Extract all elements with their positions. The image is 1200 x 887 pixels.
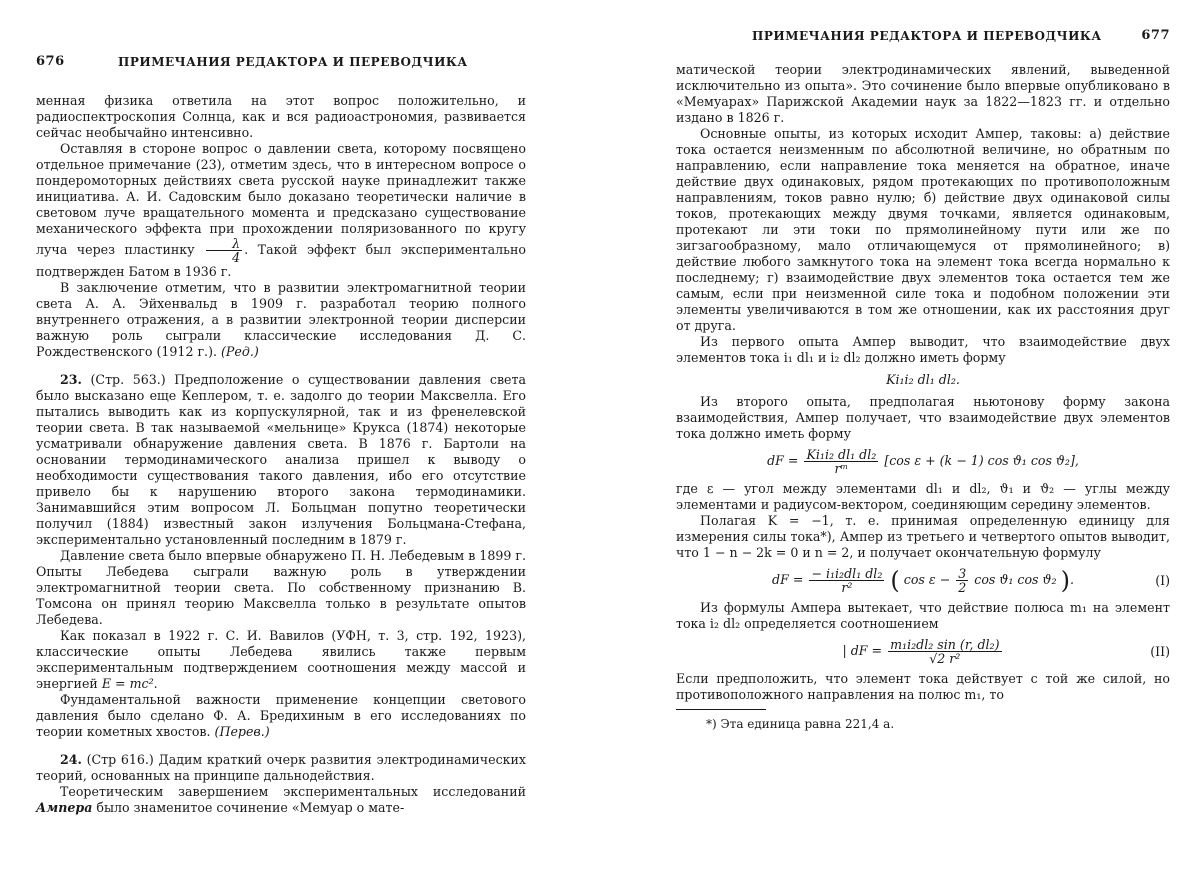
fraction xyxy=(804,448,878,475)
paragraph xyxy=(36,784,526,816)
paragraph-text: Как показал в 1922 г. С. И. Вавилов (УФН, т. 3, стр. 192, 1923), классические опыты Лебедева явились также первым экспериментальным подтверждением соотношения между массой и энергией xyxy=(36,628,526,691)
right-page-body xyxy=(676,62,1170,732)
formula-a: Ki₁i₂ dl₁ dl₂. xyxy=(886,372,960,387)
paragraph: Из второго опыта, предполагая ньютонову форму закона взаимодействия, Ампер получает, что взаимодействие двух элементов тока должно иметь форму xyxy=(676,394,1170,441)
running-head-title: ПРИМЕЧАНИЯ РЕДАКТОРА И ПЕРЕВОДЧИКА xyxy=(118,55,468,69)
fraction-denominator: √2 r² xyxy=(929,651,961,666)
paragraph xyxy=(36,141,526,280)
note-number: 24. xyxy=(60,752,82,767)
paragraph: Если предположить, что элемент тока действует с той же силой, но противоположного направления на полюс m₁, то xyxy=(676,671,1170,702)
formula-1: dF = $\frac{\text{− i₁i₂dl₁ dl₂}}{\text{r²}}$ ( cos ε − $\frac{3}{2}$ cos ϑ₁ cos ϑ₂ ). (I) xyxy=(772,566,1170,595)
running-head-title: ПРИМЕЧАНИЯ РЕДАКТОРА И ПЕРЕВОДЧИКА xyxy=(752,29,1102,43)
fraction xyxy=(809,567,884,594)
fraction xyxy=(956,567,968,594)
formula-lhs: | dF = xyxy=(842,643,883,658)
fraction-denominator: rᵐ xyxy=(834,461,849,476)
page-number: 676 xyxy=(36,54,65,69)
paragraph: Полагая K = −1, т. е. принимая определенную единицу для измерения силы тока*), Ампер из третьего и четвертого опытов выводит, что 1 − n − 2k = 0 и n = 2, и получает окончательную формулу xyxy=(676,513,1170,560)
paragraph-text: Оставляя в стороне вопрос о давлении света, которому посвящено отдельное примечание (23), отметим здесь, что в интересном вопросе о пондеромоторных действиях света русской науке принадлежит также инициатива. А. И. Садовским было доказано теоретически наличие в световом луче вращательного момента и предсказано существование механического эффекта при прохождении поляризованного по кругу луча через пластинку xyxy=(36,141,526,257)
inline-formula: E = mc² xyxy=(101,676,154,691)
fraction-denominator: 4 xyxy=(232,250,241,265)
fraction-numerator: − i₁i₂dl₁ dl₂ xyxy=(811,566,883,581)
fraction xyxy=(888,638,1001,665)
paragraph-text: Теоретическим завершением экспериментальных исследований xyxy=(60,784,526,799)
note-24 xyxy=(36,752,526,784)
paragraph: Из первого опыта Ампер выводит, что взаимодействие двух элементов тока i₁ dl₁ и i₂ dl₂ должно иметь форму xyxy=(676,334,1170,365)
fraction-denominator: 2 xyxy=(958,580,967,595)
formula-lhs: dF = xyxy=(772,572,804,587)
paragraph-text: было знаменитое сочинение «Мемуар о мате- xyxy=(96,800,405,815)
paragraph xyxy=(36,280,526,360)
paragraph: матической теории электродинамических явлений, выведенной исключительно из опыта». Это сочинение было впервые опубликовано в «Мемуарах» Парижской Академии наук за 1822—1823 гг. и отдельно издано в 1826 г. xyxy=(676,62,1170,125)
fraction-denominator: r² xyxy=(841,580,853,595)
formula-rest: [cos ε + (k − 1) cos ϑ₁ cos ϑ₂], xyxy=(884,453,1079,468)
equation-tag: (II) xyxy=(1150,643,1170,659)
formula-end: cos ϑ₁ cos ϑ₂ xyxy=(974,572,1057,587)
formula-2 xyxy=(676,638,1170,665)
paragraph xyxy=(36,692,526,740)
note-signature: (Ред.) xyxy=(221,344,259,359)
equation-tag: (I) xyxy=(1155,572,1170,588)
paragraph: Как показал в 1922 г. С. И. Вавилов (УФН, т. 3, стр. 192, 1923), классические опыты Лебедева явились также первым экспериментальным подтверждением соотношения между массой и энергией E = mc². xyxy=(36,628,526,691)
footnote-divider xyxy=(676,709,766,710)
note-23 xyxy=(36,372,526,548)
fraction xyxy=(206,237,242,264)
left-page-body xyxy=(36,93,526,816)
paragraph-text: Фундаментальной важности применение концепции светового давления было сделано Ф. А. Бредихиным в его исследованиях по теории кометных хвостов. xyxy=(36,692,526,739)
paragraph-text: (Стр. 563.) Предположение о существовании давления света было высказано еще Кеплером, т. е. задолго до теории Максвелла. Его пытались выводить как из корпускулярной, так и из френелевской теории света. В так называемой «мельнице» Крукса (1874) некоторые усматривали обнаружение давления света. В 1876 г. Бартоли на основании термодинамического анализа пришел к выводу о необходимости существования такого давления, ибо его отсутствие привело бы к нарушению второго закона термодинамики. Занимавшийся этим вопросом Л. Больцман попутно теоретически получил (1884) известный закон излучения Больцмана-Стефана, экспериментально установленный последним в 1879 г. xyxy=(36,372,526,547)
emphasized-name: Ампера xyxy=(36,800,93,815)
paragraph-text: . Такой эффект был экспериментально подтвержден Батом в 1936 г. xyxy=(36,242,526,279)
note-number: 23. xyxy=(60,372,82,387)
paragraph: Основные опыты, из которых исходит Ампер, таковы: а) действие тока остается неизменным по абсолютной величине, но обратным по направлению, если направление тока меняется на обратное, иначе действие двух одинаковых, рядом протекающих по противоположным направлениям, токов равно нулю; б) действие двух одинаковой силы токов, протекающих между двумя точками, является одинаковым, протекают ли эти токи по прямолинейному пути или же по зигзагообразному, мало отличающемуся от прямолинейного; в) действие любого замкнутого тока на элемент тока всегда нормально к последнему; г) взаимодействие двух элементов тока остается тем же самым, если при неизменной силе тока и подобном положении эти элементы увеличиваются в том же отношении, как их расстояния друг от друга. xyxy=(676,126,1170,333)
formula-b xyxy=(676,448,1170,475)
right-paren: ) xyxy=(1060,566,1070,595)
paragraph: менная физика ответила на этот вопрос положительно, и радиоспектроскопия Солнца, как и вся радиоастрономия, развивается сейчас необычайно интенсивно. xyxy=(36,93,526,140)
page-number: 677 xyxy=(1141,28,1170,43)
formula-mid: cos ε − xyxy=(903,572,951,587)
fraction-numerator: 3 xyxy=(958,566,967,581)
fraction-numerator: λ xyxy=(206,237,242,251)
fraction-numerator: m₁i₂dl₂ sin (r, dl₂) xyxy=(890,637,1000,652)
formula-lhs: dF = xyxy=(767,453,799,468)
fraction-numerator: Ki₁i₂ dl₁ dl₂ xyxy=(806,447,877,462)
paragraph: Из формулы Ампера вытекает, что действие полюса m₁ на элемент тока i₂ dl₂ определяется соотношением xyxy=(676,600,1170,631)
paragraph-text: В заключение отметим, что в развитии электромагнитной теории света А. А. Эйхенвальд в 1909 г. разработал теорию полного внутреннего отражения, а в развитии электронной теории дисперсии важную роль сыграли классические исследования Д. С. Рождественского (1912 г.). xyxy=(36,280,526,359)
note-signature: (Перев.) xyxy=(214,724,270,739)
paragraph-text: (Стр 616.) Дадим краткий очерк развития электродинамических теорий, основанных на принципе дальнодействия. xyxy=(36,752,526,783)
left-paren: ( xyxy=(890,566,900,595)
paragraph: где ε — угол между элементами dl₁ и dl₂, ϑ₁ и ϑ₂ — углы между элементами и радиусом-вектором, соединяющим середину элементов. xyxy=(676,481,1170,512)
paragraph: Давление света было впервые обнаружено П. Н. Лебедевым в 1899 г. Опыты Лебедева сыграли важную роль в утверждении электромагнитной теории света. По собственному признанию В. Томсона он принял теорию Максвелла только в результате опытов Лебедева. xyxy=(36,548,526,627)
footnote: *) Эта единица равна 221,4 а. xyxy=(706,717,895,731)
